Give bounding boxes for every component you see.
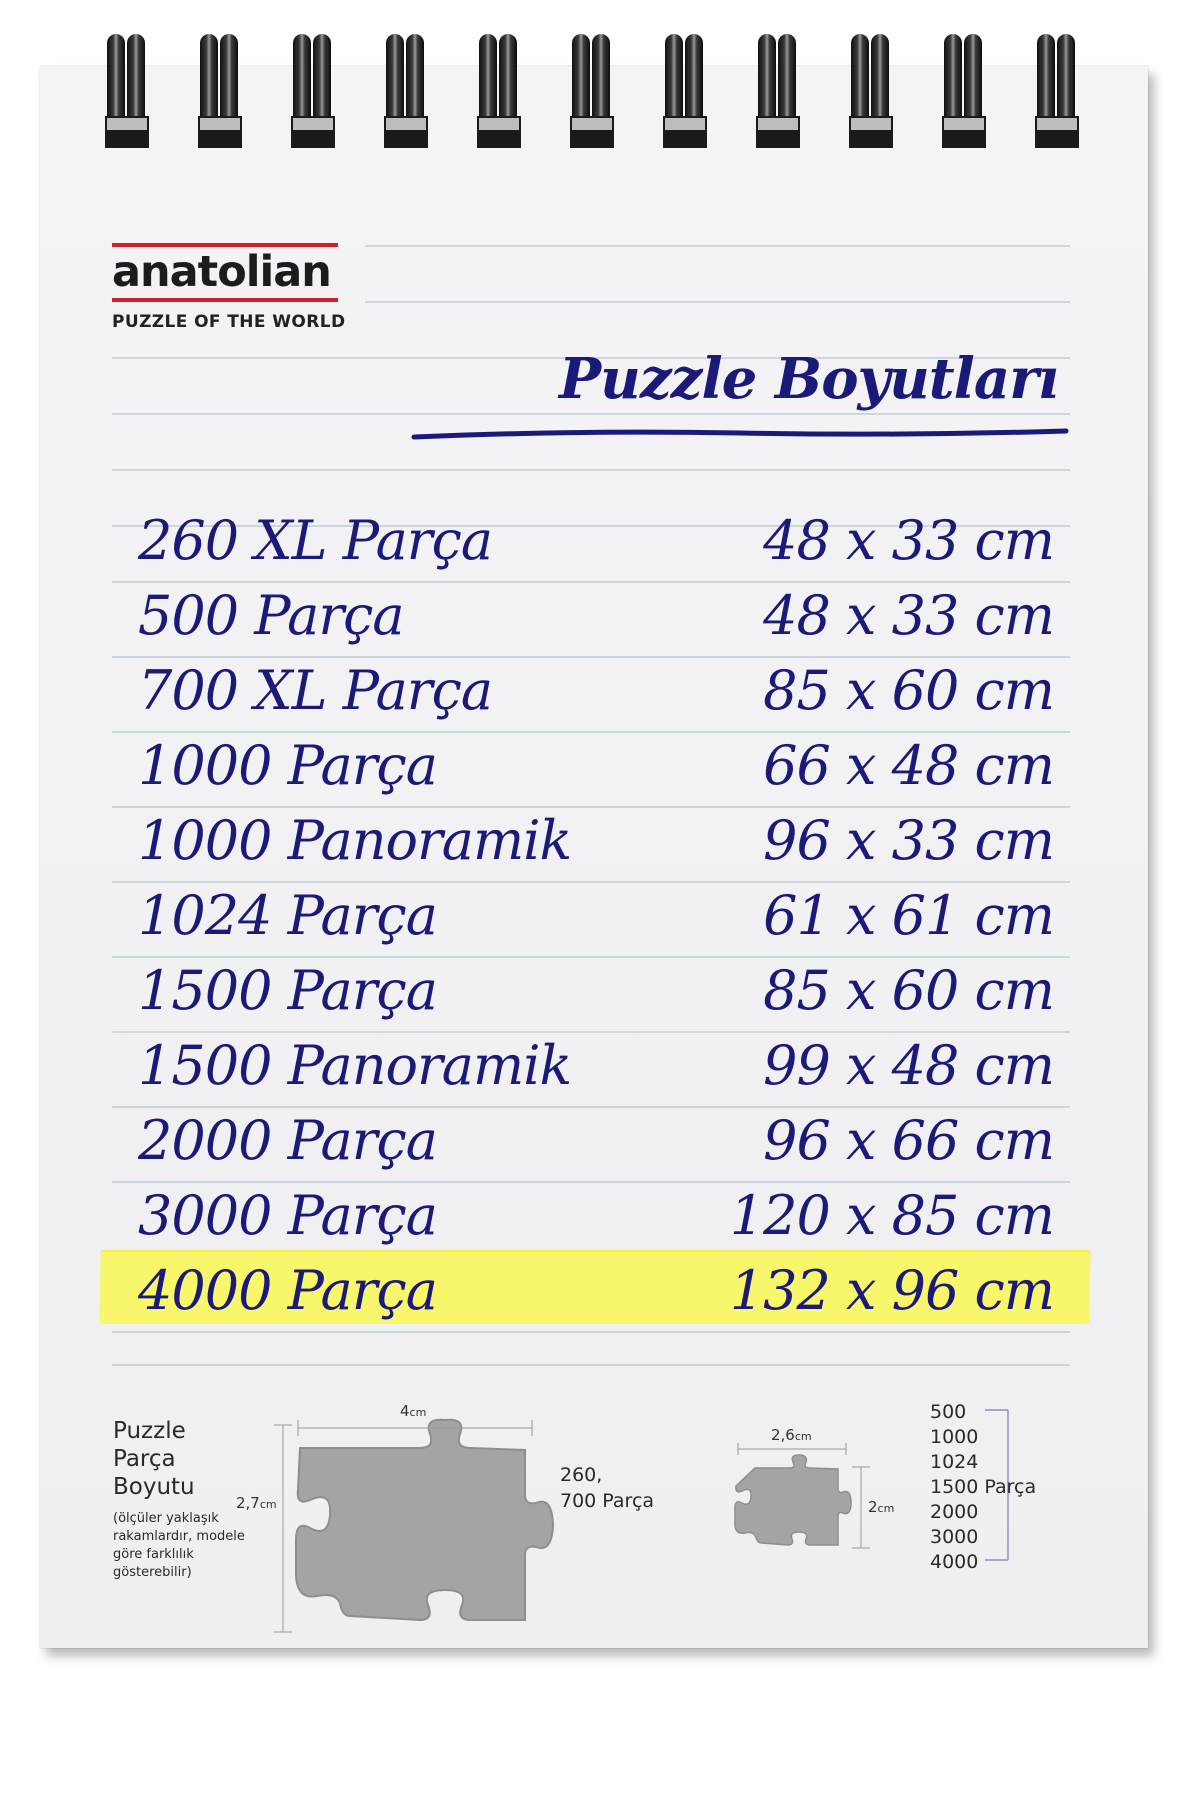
svg-text:2,7cm [236,1494,277,1512]
size-dimensions: 96 x 33 cm [763,809,1054,872]
large-height-unit: cm [259,1498,277,1511]
size-pieces: 260 XL Parça [138,509,493,572]
size-pieces: 3000 Parça [138,1184,437,1247]
size-pieces: 1000 Parça [138,734,437,797]
small-puzzle-piece-icon [735,1455,851,1545]
svg-text:4cm [400,1402,426,1420]
size-dimensions: 99 x 48 cm [763,1034,1054,1097]
applies-item: 2000 [930,1501,979,1523]
page-title: Puzzle Boyutları [559,346,1058,412]
logo-tagline: PUZZLE OF THE WORLD [112,312,346,332]
large-piece-diagram [296,1420,553,1620]
note-line: rakamlardır, modele [113,1529,245,1544]
applies-item: 500 [930,1401,967,1423]
size-dimensions: 85 x 60 cm [763,959,1054,1022]
applies-1500-value: 1500 [930,1476,979,1498]
svg-text:2cm [868,1498,894,1516]
large-height-dimension [274,1425,292,1632]
large-width-unit: cm [409,1406,427,1419]
applies-line: 700 Parça [560,1490,655,1512]
svg-text:2,6cm [771,1426,812,1444]
size-dimensions: 132 x 96 cm [729,1259,1054,1322]
note-line: gösterebilir) [113,1565,192,1580]
size-pieces: 1024 Parça [138,884,437,947]
size-pieces: 2000 Parça [138,1109,437,1172]
size-pieces: 500 Parça [138,584,404,647]
applies-item: 4000 [930,1551,979,1573]
large-puzzle-piece-icon [296,1420,553,1620]
size-pieces: 700 XL Parça [138,659,493,722]
applies-item: 1000 [930,1426,979,1448]
size-pieces: 1500 Parça [138,959,437,1022]
caption-line: Parça [113,1446,176,1472]
small-height-value: 2 [868,1498,878,1516]
note-line: göre farklılık [113,1547,194,1562]
size-dimensions: 61 x 61 cm [763,884,1054,947]
applies-suffix: Parça [984,1476,1037,1498]
small-piece-diagram [735,1455,851,1545]
size-pieces: 1000 Panoramik [138,809,572,872]
large-width-value: 4 [400,1402,410,1420]
small-piece-applies-to [930,1400,1036,1575]
size-pieces: 1500 Panoramik [138,1034,572,1097]
size-dimensions: 48 x 33 cm [763,509,1054,572]
small-width-unit: cm [794,1430,812,1443]
size-dimensions: 66 x 48 cm [763,734,1054,797]
applies-item: 3000 [930,1526,979,1548]
size-dimensions: 85 x 60 cm [763,659,1054,722]
applies-item: 1024 [930,1451,979,1473]
logo-wordmark: anatolian [112,247,331,297]
size-dimensions: 120 x 85 cm [729,1184,1054,1247]
small-height-unit: cm [877,1502,895,1515]
caption-line: Puzzle [113,1418,186,1444]
large-piece-applies-to [560,1462,654,1514]
small-width-value: 2,6 [771,1426,795,1444]
small-width-dimension [738,1443,846,1455]
size-dimensions: 48 x 33 cm [763,584,1054,647]
applies-item-1500 [930,1475,1036,1500]
large-width-dimension [298,1420,532,1436]
size-pieces: 4000 Parça [138,1259,437,1322]
caption-line: Boyutu [113,1474,195,1500]
size-dimensions: 96 x 66 cm [763,1109,1054,1172]
note-line: (ölçüler yaklaşık [113,1511,219,1526]
large-height-value: 2,7 [236,1494,260,1512]
applies-line: 260, [560,1464,603,1486]
